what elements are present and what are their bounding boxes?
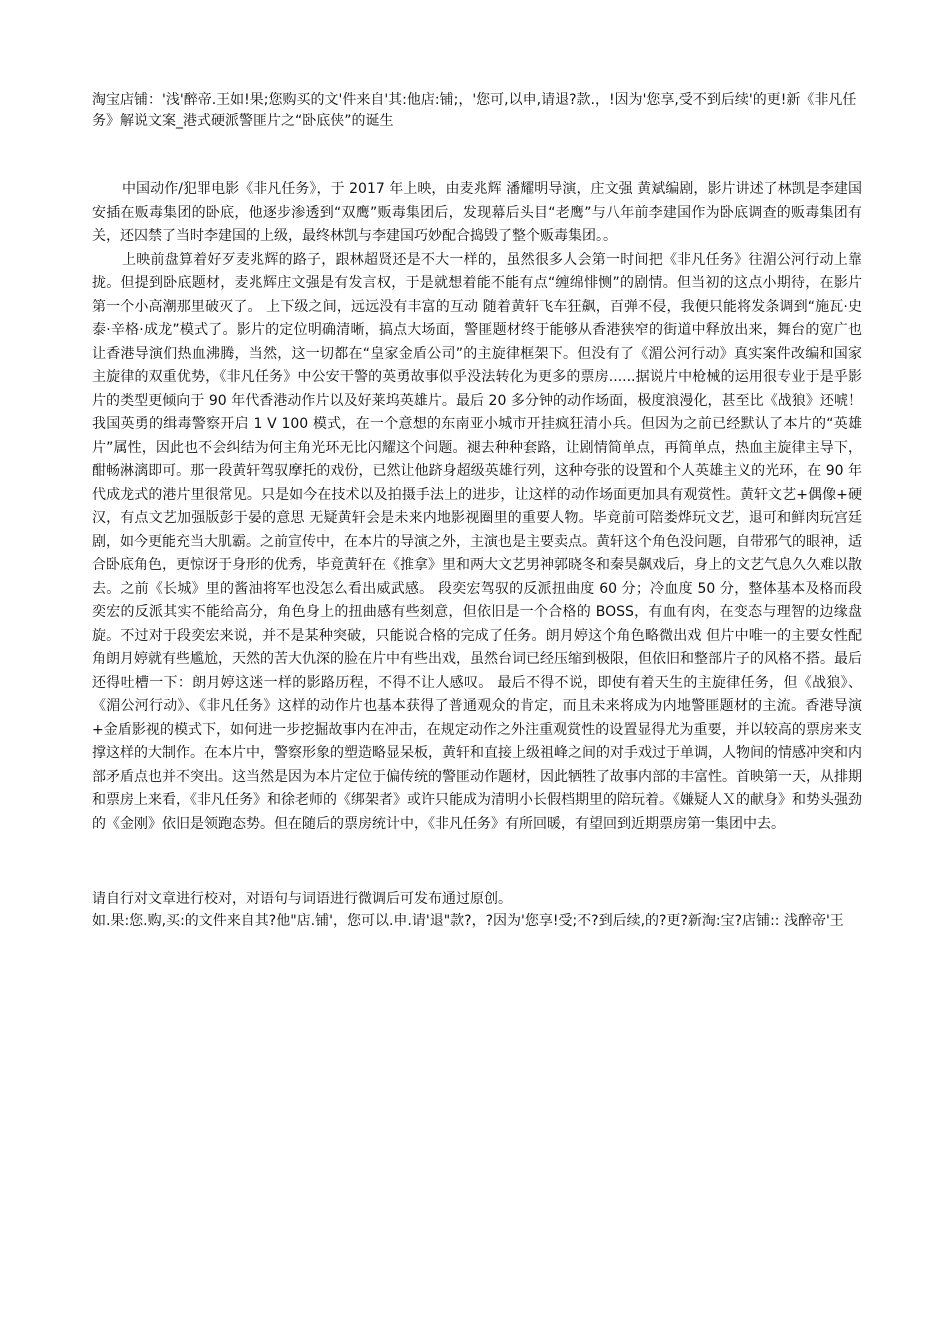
footer-note: 请自行对文章进行校对，对语句与词语进行微调后可发布通过原创。 <box>92 891 512 907</box>
spacer <box>92 132 862 178</box>
document-page <box>92 90 862 932</box>
spacer <box>92 836 862 888</box>
footer-shop-notice: 如.果:您.购,买:的文件来自其?他"店.铺'，您可以.申.请'退"款?，?因为'您享!受;不?到后续,的?更?新淘:宝?店铺:: 浅醉帝'王 <box>92 913 844 929</box>
header-title: 淘宝店铺：'浅'醉帝.王如!果;您购买的文'件来自'其:他店:铺;，'您可,以申,请退?款.，!因为'您享,受不到后续'的更!新《非凡任务》解说文案_港式硬派警匪片之“卧底侠”的诞生 <box>92 92 857 129</box>
article-paragraph-1: 中国动作/犯罪电影《非凡任务》，于 2017 年上映，由麦兆辉 潘耀明导演，庄文强 黄斌编剧，影片讲述了林凯是李建国安插在贩毒集团的卧底，他逐步渗透到“双鹰”贩毒集团后，发现幕后头目“老鹰”与八年前李建国作为卧底调查的贩毒集团有关，还囚禁了当时李建国的上级，最终林凯与李建国巧妙配合捣毁了整个贩毒集团。。 <box>92 181 862 244</box>
article-paragraph-2: 上映前盘算着好歹麦兆辉的路子，跟林超贤还是不大一样的，虽然很多人会第一时间把《非凡任务》往湄公河行动上靠拢。但提到卧底题材，麦兆辉庄文强是有发言权，于是就想着能不能有点“缠绵悱恻”的剧情。但当初的这点小期待，在影片第一个小高潮那里破灭了。 上下级之间，远远没有丰富的互动 随着黄轩飞车狂飙，百弹不侵，我便只能将发条调到“施瓦·史泰·辛格·成龙”模式了。影片的定位明确清晰，搞点大场面，警匪题材终于能够从香港狭窄的街道中释放出来，舞台的宽广也让香港导演们热血沸腾，当然，这一切都在“皇家金盾公司”的主旋律框架下。但没有了《湄公河行动》真实案件改编和国家主旋律的双重优势，《非凡任务》中公安干警的英勇故事似乎没法转化为更多的票房......据说片中枪械的运用很专业于是乎影片的类型更倾向于 90 年代香港动作片以及好莱坞英雄片。最后 20 多分钟的动作场面，极度浪漫化，甚至比《战狼》还唬！我国英勇的缉毒警察开启 1 V 100 模式，在一个意想的东南亚小城市开挂疯狂清小兵。但因为之前已经默认了本片的“英雄片”属性，因此也不会纠结为何主角光环无比闪耀这个问题。褪去种种套路，让剧情简单点，再简单点，热血主旋律主导下，酣畅淋漓即可。那一段黄轩驾驭摩托的戏份，已然让他跻身超级英雄行列，这种夸张的设置和个人英雄主义的光环，在 90 年代成龙式的港片里很常见。只是如今在技术以及拍摄手法上的进步，让这样的动作场面更加具有观赏性。黄轩文艺+偶像+硬汉，有点文艺加强版彭于晏的意思 无疑黄轩会是未来内地影视圈里的重要人物。毕竟前可陪娄烨玩文艺，退可和鲜肉玩宫廷剧，如今更能充当大肌霸。之前宣传中，在本片的导演之外，主演也是主要卖点。黄轩这个角色没问题，自带邪气的眼神，适合卧底角色，更惊讶于身形的优秀，毕竟黄轩在《推拿》里和两大文艺男神郭晓冬和秦昊飙戏后，身上的文艺气息久久难以散去。之前《长城》里的酱油将军也没怎么看出威武感。 段奕宏驾驭的反派扭曲度 60 分；冷血度 50 分，整体基本及格而段奕宏的反派其实不能给高分，角色身上的扭曲感有些刻意，但依旧是一个合格的 BOSS，有血有肉，在变态与理智的边缘盘旋。不过对于段奕宏来说，并不是某种突破，只能说合格的完成了任务。朗月婷这个角色略微出戏 但片中唯一的主要女性配角朗月婷就有些尴尬，天然的苦大仇深的脸在片中有些出戏，虽然台词已经压缩到极限，但依旧和整部片子的风格不搭。最后还得吐槽一下：朗月婷这迷一样的影路历程，不得不让人感叹。 最后不得不说，即使有着天生的主旋律任务，但《战狼》、《湄公河行动》、《非凡任务》这样的动作片也基本获得了普通观众的肯定，而且未来将成为内地警匪题材的主流。香港导演+金盾影视的模式下，如何进一步挖掘故事内在冲击，在规定动作之外注重观赏性的设置显得尤为重要，并以较高的票房来支撑这样的大制作。在本片中，警察形象的塑造略显呆板，黄轩和直接上级祖峰之间的对手戏过于单调，人物间的情感冲突和内部矛盾点也并不突出。这当然是因为本片定位于偏传统的警匪动作题材，因此牺牲了故事内部的丰富性。首映第一天，从排期和票房上来看，《非凡任务》和徐老师的《绑架者》或许只能成为清明小长假档期里的陪玩着。《嫌疑人Ｘ的献身》和势头强劲的《金刚》依旧是领跑态势。但在随后的票房统计中，《非凡任务》有所回暖，有望回到近期票房第一集团中去。 <box>92 251 862 832</box>
